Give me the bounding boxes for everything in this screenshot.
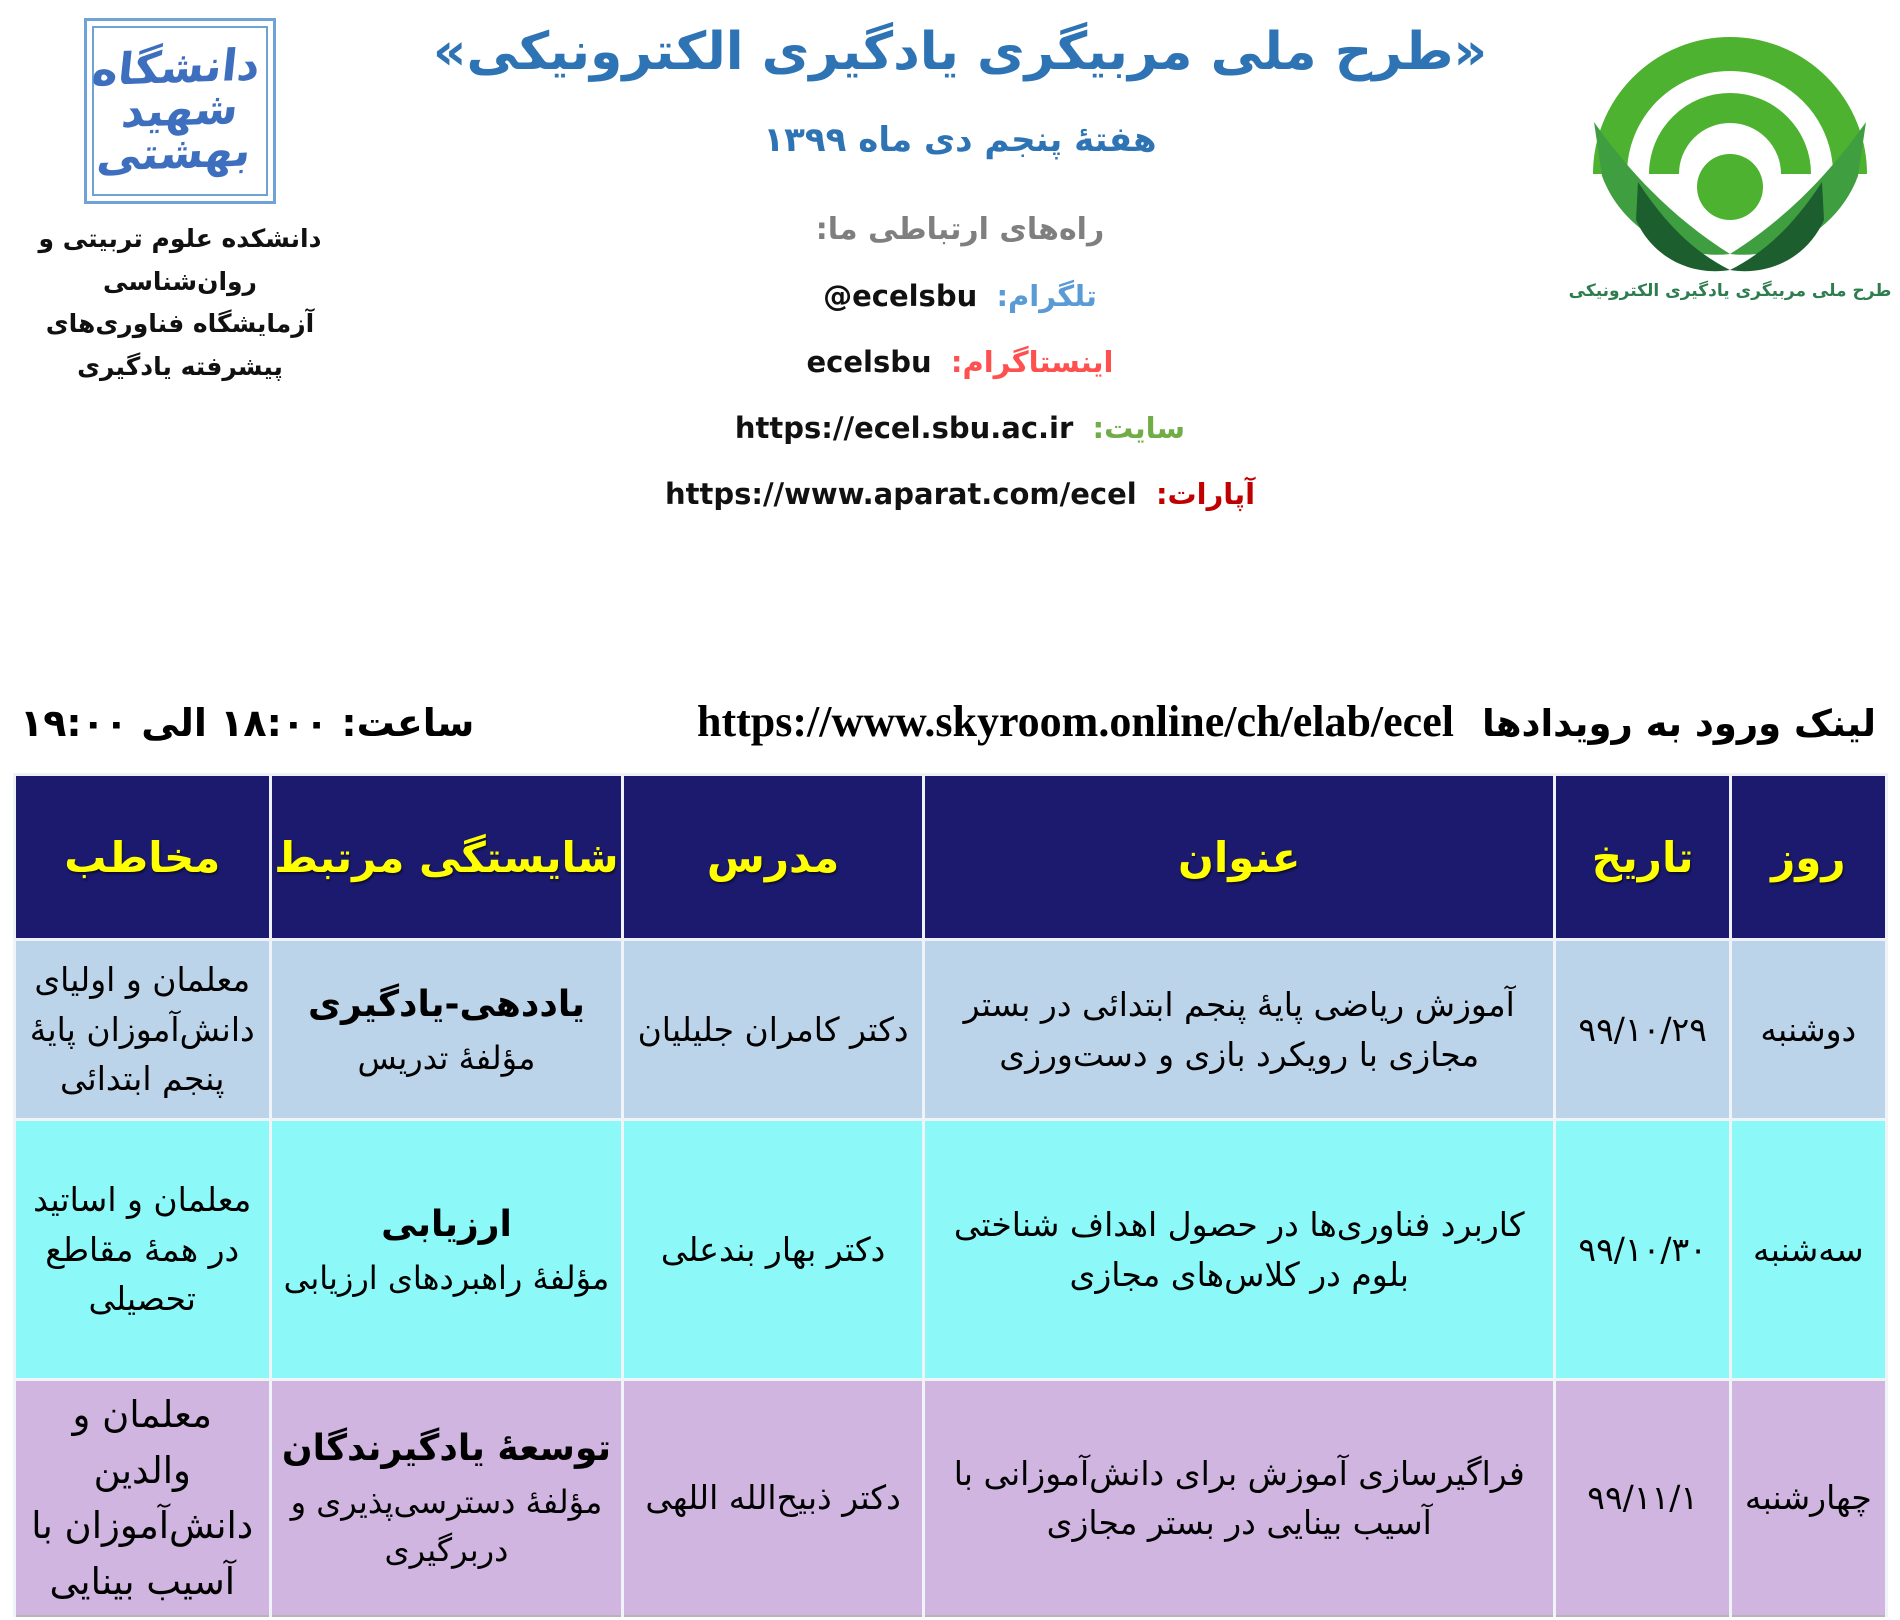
cell-audience: معلمان و اولیای دانش‌آموزان پایهٔ پنجم ابتدائی: [14, 940, 270, 1120]
event-link-label: لینک ورود به رویدادها: [1481, 702, 1876, 745]
university-block: [0, 0, 360, 690]
cell-title: آموزش ریاضی پایهٔ پنجم ابتدائی در بستر مجازی با رویکرد بازی و دست‌ورزی: [924, 940, 1555, 1120]
cell-instructor: دکتر بهار بندعلی: [622, 1120, 923, 1380]
cell-competency: [270, 940, 622, 1120]
col-header-day: روز: [1731, 775, 1886, 940]
website-url[interactable]: https://ecel.sbu.ac.ir: [734, 411, 1074, 445]
cell-date: ۹۹/۱۰/۲۹: [1555, 940, 1731, 1120]
university-captions: [0, 218, 360, 388]
program-logo-block: [1560, 0, 1900, 690]
flyer-header: [0, 0, 1900, 690]
cell-title: کاربرد فناوری‌ها در حصول اهداف شناختی بلوم در کلاس‌های مجازی: [924, 1120, 1555, 1380]
competency-main: ارزیابی: [381, 1203, 512, 1245]
cell-instructor: دکتر کامران جلیلیان: [622, 940, 923, 1120]
col-header-audience: مخاطب: [14, 775, 270, 940]
telegram-handle[interactable]: @ecelsbu: [823, 279, 978, 313]
cell-date: ۹۹/۱۰/۳۰: [1555, 1120, 1731, 1380]
col-header-competency: شایستگی مرتبط: [270, 775, 622, 940]
cell-date: ۹۹/۱۱/۱: [1555, 1380, 1731, 1617]
competency-main: یاددهی-یادگیری: [308, 983, 585, 1025]
competency-main: توسعهٔ یادگیرندگان: [281, 1428, 612, 1469]
cell-competency: [270, 1380, 622, 1617]
cell-audience: معلمان و والدین دانش‌آموزان با آسیب بینایی: [14, 1380, 270, 1617]
aparat-label: آپارات:: [1155, 477, 1256, 511]
schedule-table: [13, 773, 1888, 1617]
table-row: [14, 1120, 1886, 1380]
header-center: [360, 0, 1560, 690]
cell-day: چهارشنبه: [1731, 1380, 1886, 1617]
cell-audience: معلمان و اساتید در همهٔ مقاطع تحصیلی: [14, 1120, 270, 1380]
cell-day: سه‌شنبه: [1731, 1120, 1886, 1380]
contact-telegram: [360, 279, 1560, 313]
competency-sub: مؤلفهٔ تدریس: [357, 1038, 536, 1077]
cell-day: دوشنبه: [1731, 940, 1886, 1120]
contact-instagram: [360, 345, 1560, 379]
cell-title: فراگیرسازی آموزش برای دانش‌آموزانی با آسیب بینایی در بستر مجازی: [924, 1380, 1555, 1617]
faculty-name: دانشکده علوم تربیتی و روان‌شناسی: [38, 224, 322, 296]
instagram-label: اینستاگرام:: [950, 345, 1114, 379]
table-row: [14, 1380, 1886, 1617]
col-header-date: تاریخ: [1555, 775, 1731, 940]
event-time: ساعت: ۱۸:۰۰ الی ۱۹:۰۰: [20, 701, 475, 745]
program-logo-caption: طرح ملی مربیگری یادگیری الکترونیکی: [1568, 281, 1892, 301]
cell-instructor: دکتر ذبیح‌الله اللهی: [622, 1380, 923, 1617]
page-subtitle: هفتهٔ پنجم دی ماه ۱۳۹۹: [763, 120, 1157, 160]
university-logo: [84, 18, 276, 204]
cell-competency: [270, 1120, 622, 1380]
telegram-label: تلگرام:: [996, 279, 1097, 313]
program-logo-icon: [1580, 24, 1880, 279]
col-header-title: عنوان: [924, 775, 1555, 940]
contact-heading: راه‌های ارتباطی ما:: [815, 212, 1105, 247]
table-row: [14, 940, 1886, 1120]
event-link-url[interactable]: https://www.skyroom.online/ch/elab/ecel: [696, 697, 1454, 746]
website-label: سایت:: [1092, 411, 1186, 445]
col-header-instructor: مدرس: [622, 775, 923, 940]
event-link-group: [697, 696, 1876, 747]
competency-sub: مؤلفهٔ دسترسی‌پذیری و دربرگیری: [290, 1483, 603, 1569]
competency-sub: مؤلفهٔ راهبردهای ارزیابی: [283, 1258, 610, 1297]
page-title: «طرح ملی مربیگری یادگیری الکترونیکی»: [432, 22, 1488, 82]
event-link-row: [0, 696, 1900, 747]
instagram-handle[interactable]: ecelsbu: [806, 345, 932, 379]
university-logo-text: دانشگاه شهید بهشتی: [89, 39, 263, 183]
aparat-url[interactable]: https://www.aparat.com/ecel: [664, 477, 1137, 511]
contact-aparat: [360, 477, 1560, 511]
lab-name: آزمایشگاه فناوری‌های پیشرفته یادگیری: [45, 309, 315, 381]
table-header-row: [14, 775, 1886, 940]
contact-website: [360, 411, 1560, 445]
